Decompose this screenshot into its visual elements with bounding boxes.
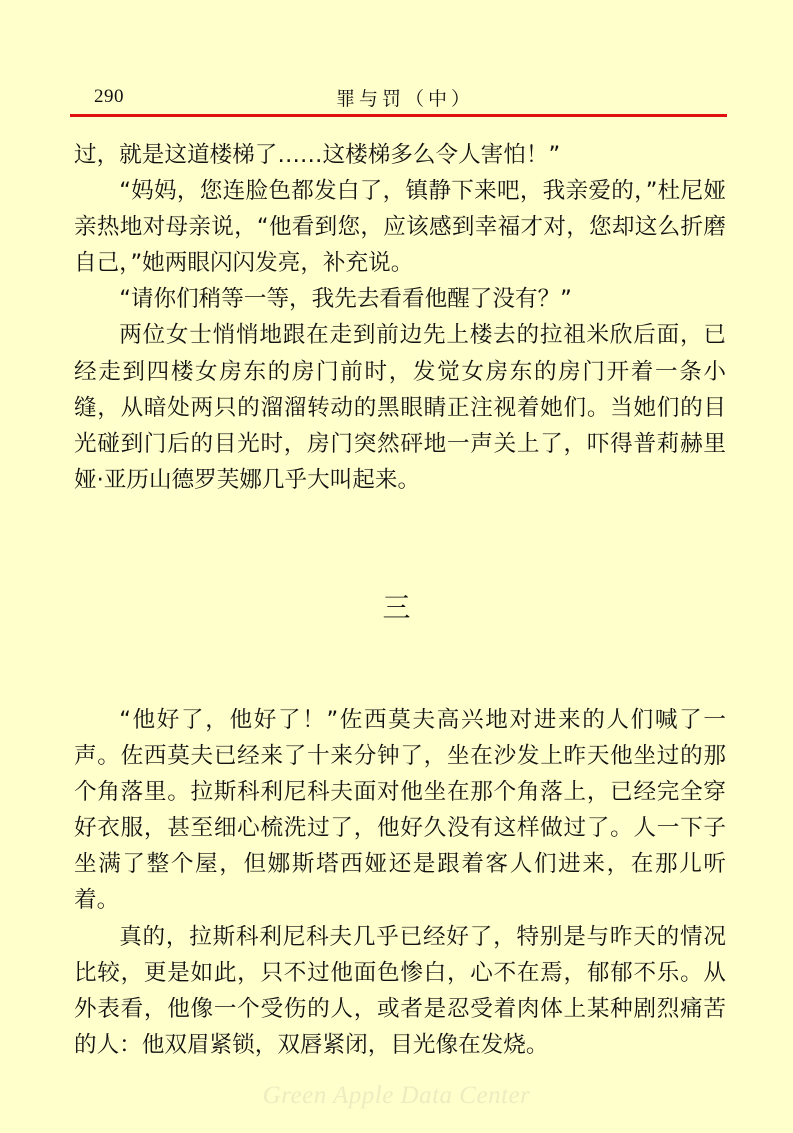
paragraph: 真的，拉斯科利尼科夫几乎已经好了，特别是与昨天的情况比较，更是如此，只不过他面色惨白，心不在焉，郁郁不乐。从外表看，他像一个受伤的人，或者是忍受着肉体上某种剧烈痛苦的人：他双眉紧锁，双唇紧闭，目光像在发烧。 (74, 923, 726, 1058)
page-number: 290 (94, 86, 124, 107)
paragraph: “他好了，他好了！”佐西莫夫高兴地对进来的人们喊了一声。佐西莫夫已经来了十来分钟了，坐在沙发上昨天他坐过的那个角落里。拉斯科利尼科夫面对他坐在那个角落上，已经完全穿好衣服，甚至细心梳洗过了，他好久没有这样做过了。人一下子坐满了整个屋，但娜斯塔西娅还是跟着客人们进来，在那儿听着。 (74, 707, 726, 914)
paragraph: 过，就是这道楼梯了……这楼梯多么令人害怕！” (74, 142, 561, 168)
watermark: Green Apple Data Center (262, 1082, 531, 1109)
body-text-section-1 (74, 137, 726, 498)
running-title: 罪与罚（中） (336, 88, 475, 110)
paragraph: “请你们稍等一等，我先去看看他醒了没有？” (119, 286, 572, 313)
body-text-section-2 (74, 702, 726, 1063)
paragraph: 两位女士悄悄地跟在走到前边先上楼去的拉祖米欣后面，已经走到四楼女房东的房门前时，发觉女房东的房门开着一条小缝，从暗处两只的溜溜转动的黑眼睛正注视着她们。当她们的目光碰到门后的目光时，房门突然砰地一声关上了，吓得普莉赫里娅·亚历山德罗芙娜几乎大叫起来。 (74, 322, 726, 493)
chapter-number: 三 (382, 591, 411, 624)
paragraph: “妈妈，您连脸色都发白了，镇静下来吧，我亲爱的，”杜尼娅亲热地对母亲说，“他看到您，应该感到幸福才对，您却这么折磨自己，”她两眼闪闪发亮，补充说。 (74, 178, 726, 277)
page-header (70, 84, 727, 110)
header-rule (70, 114, 727, 117)
